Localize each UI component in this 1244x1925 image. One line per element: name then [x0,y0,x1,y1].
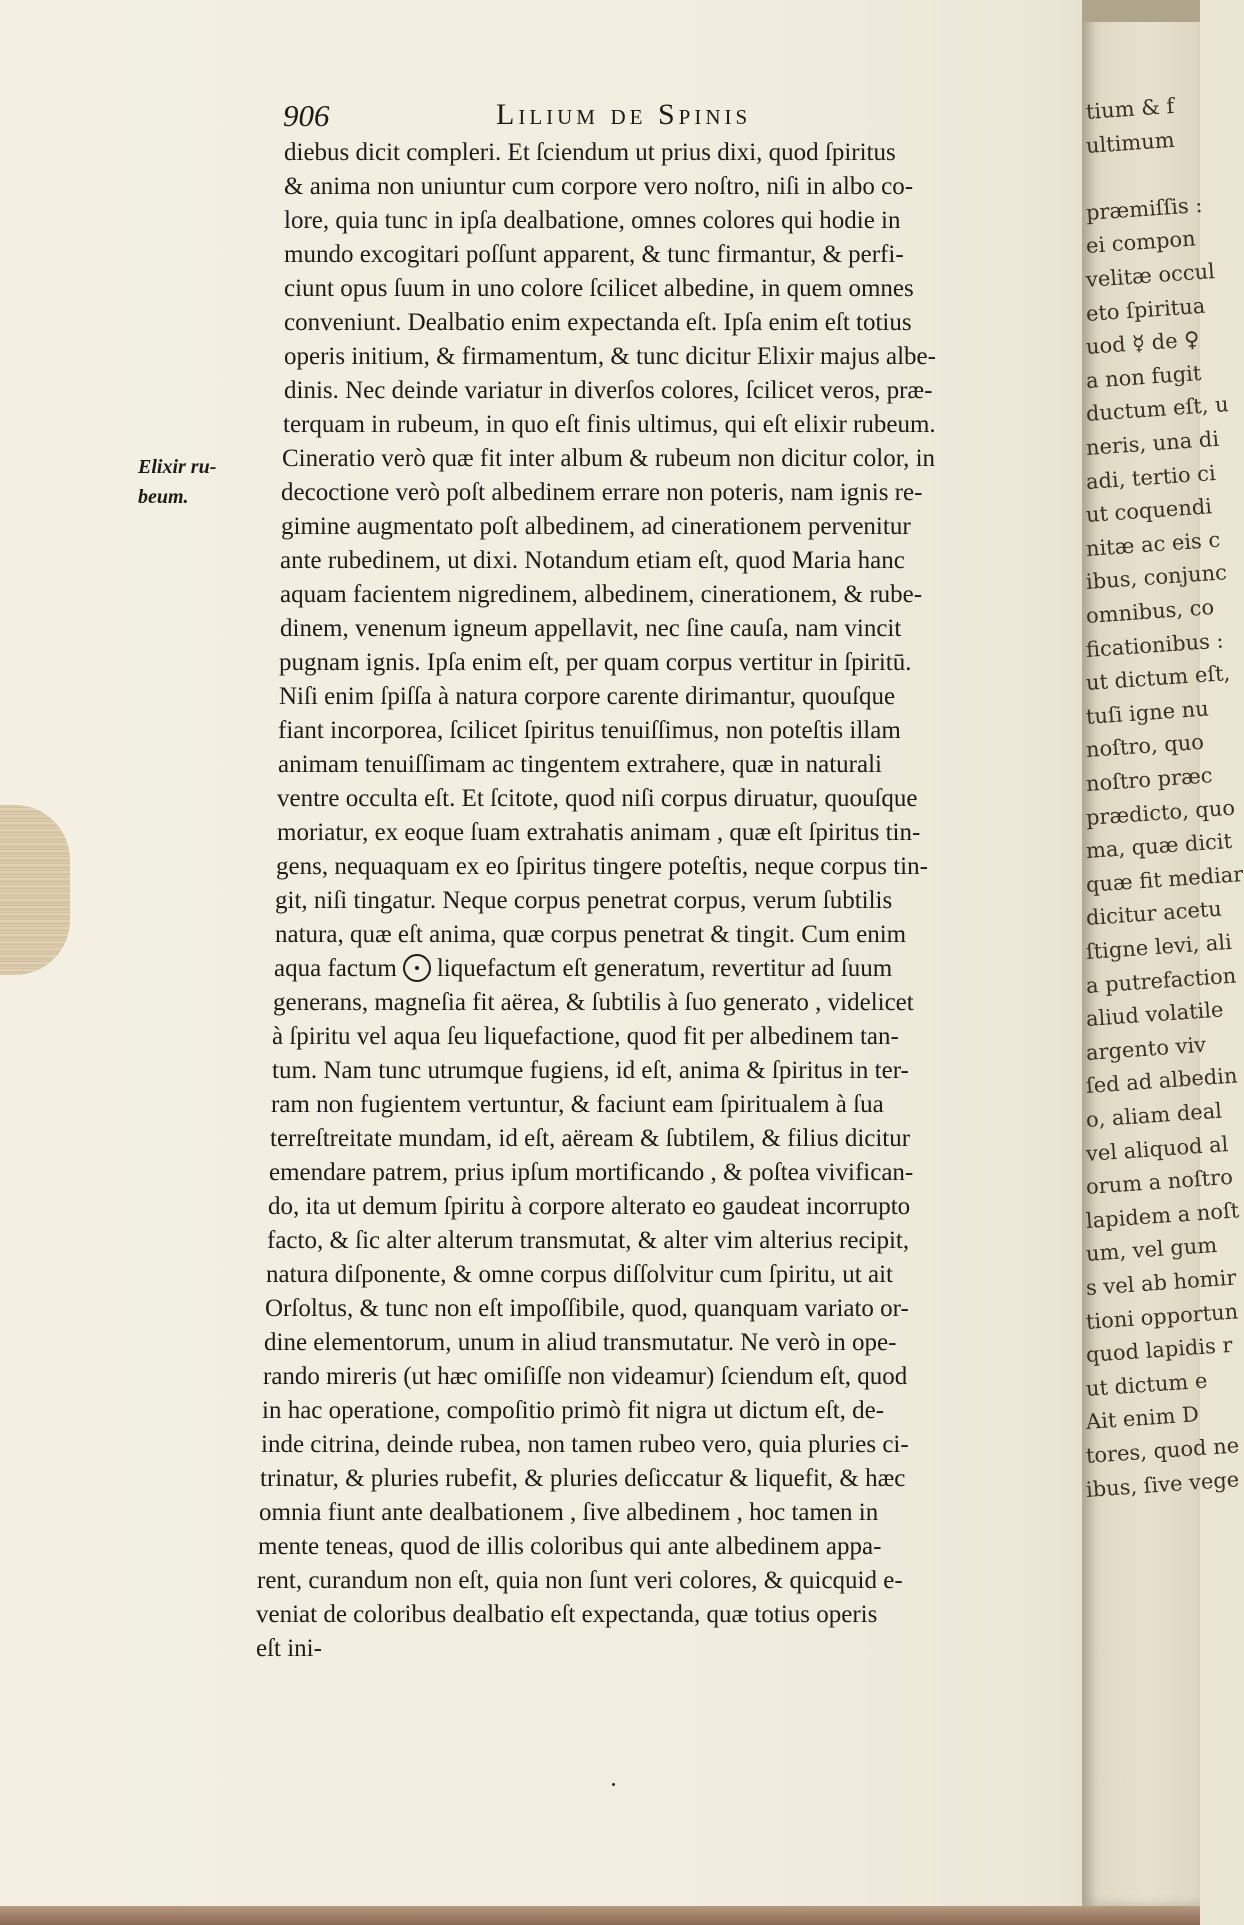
next-page-line: vel aliquod al [1085,1131,1230,1166]
next-page-line: ſtigne levi, ali [1085,929,1233,964]
next-page-line: ibus, ſive vege [1085,1466,1240,1502]
stray-ink-mark [612,1783,615,1786]
text-line: facto, & ſic alter alterum transmutat, & alter vim alterius recipit, [267,1227,910,1254]
next-page-edge [1082,0,1244,1906]
next-page-line: argento viv [1085,1032,1207,1065]
text-line: git, niſi tingatur. Neque corpus penetrat corpus, verum ſubtilis [275,887,893,914]
text-line: emendare patrem, prius ipſum mortificando , & poſtea vivifican- [269,1159,914,1186]
next-page-line: noſtro præc [1085,763,1214,796]
text-line: mente teneas, quod de illis coloribus qui ante albedinem appa- [258,1533,882,1560]
page-number: 906 [283,98,330,133]
next-page-line: noſtro, quo [1085,730,1205,763]
next-page-line: ut coquendi [1085,494,1213,528]
text-segment: aqua factum [274,955,397,982]
next-page-line: ut dictum eſt, [1085,661,1231,696]
text-line: operis initium, & firmamentum, & tunc dicitur Elixir majus albe- [284,343,936,370]
text-line: mundo excogitari poſſunt apparent, & tunc firmantur, & perfi- [284,241,904,268]
next-page-line: a putrefaction [1085,963,1237,998]
next-page-line: lapidem a noſt [1085,1198,1240,1233]
marginal-note-line-2: beum. [138,486,189,508]
text-line: lore, quia tunc in ipſa dealbatione, omnes colores qui hodie in [284,207,901,234]
next-page-line: omnibus, co [1085,595,1215,628]
next-page-line: tuſi igne nu [1085,696,1210,729]
next-page-line: aliud volatile [1085,997,1225,1032]
next-page-line: ultimum [1085,127,1176,158]
text-line: gens, nequaquam ex eo ſpiritus tingere poteſtis, neque corpus tin- [276,853,928,880]
next-page-top-edge [1082,0,1200,22]
text-line: rent, curandum non eſt, quia non ſunt veri colores, & quicquid e- [257,1567,903,1594]
next-page-line: ibus, conjunc [1085,560,1228,595]
next-page-line: tores, quod ne [1085,1433,1240,1468]
next-page-line: neris, una di [1085,426,1220,460]
next-page-line: adi, tertio ci [1085,460,1217,494]
text-line: terquam in rubeum, in quo eſt finis ultimus, qui eſt elixir rubeum. [283,411,936,438]
next-page-line: orum a noſtro [1085,1164,1234,1200]
next-page-line: a non fugit [1085,360,1203,393]
next-page-line: quæ fit mediar [1085,861,1244,897]
text-line: natura diſponente, & omne corpus diſſolvitur cum ſpiritu, ut ait [266,1261,893,1288]
text-line: pugnam ignis. Ipſa enim eſt, per quam corpus vertitur in ſpiritū. [279,649,912,676]
next-page-line: uod ☿ de ♀ [1085,327,1201,360]
next-page-line: præmiſſis : [1085,192,1204,225]
next-page-line: ei compon [1085,226,1197,259]
next-page-line: ſed ad albedin [1085,1063,1239,1099]
text-line: ciunt opus ſuum in uno colore ſcilicet albedine, in quem omnes [284,275,914,302]
running-title: Lilium de Spinis [496,98,752,131]
text-line: Orſoltus, & tunc non eſt impoſſibile, quod, quanquam variato or- [265,1295,909,1322]
brush-icon [0,805,70,975]
text-line: do, ita ut demum ſpiritu à corpore alterato eo gaudeat incorrupto [268,1193,911,1220]
text-line: Cineratio verò quæ fit inter album & rubeum non dicitur color, in [282,445,936,472]
text-line: natura, quæ eſt anima, quæ corpus penetrat & tingit. Cum enim [275,921,907,948]
text-line: animam tenuiſſimam ac tingentem extrahere, quæ in naturali [278,751,882,778]
page-bottom-edge [0,1906,1200,1925]
text-line: trinatur, & pluries rubefit, & pluries deſiccatur & liquefit, & hæc [260,1465,906,1492]
alchemical-sun-symbol-icon [403,954,431,982]
text-line: ventre occulta eſt. Et ſcitote, quod niſi corpus diruatur, quouſque [277,785,918,812]
text-segment: liquefactum eſt generatum, revertitur ad ſuum [436,955,893,982]
next-page-line: s vel ab homir [1085,1265,1238,1300]
text-line: & anima non uniuntur cum corpore vero noſtro, niſi in albo co- [284,173,914,200]
text-line: terreſtreitate mundam, id eſt, aëream & ſubtilem, & filius dicitur [270,1125,911,1152]
text-line: veniat de coloribus dealbatio eſt expectanda, quæ totius operis [256,1601,878,1628]
text-line: tum. Nam tunc utrumque fugiens, id eſt, anima & ſpiritus in ter- [272,1057,909,1084]
next-page-line: ma, quæ dicit [1085,829,1233,864]
text-line: diebus dicit compleri. Et ſciendum ut prius dixi, quod ſpiritus [284,139,896,166]
next-page-line: dicitur acetu [1085,896,1223,931]
text-line: dinis. Nec deinde variatur in diverſos colores, ſcilicet veros, præ- [284,377,933,404]
text-line: conveniunt. Dealbatio enim expectanda eſt. Ipſa enim eſt totius [284,309,912,336]
next-page-line: ductum eſt, u [1085,392,1230,427]
text-line: eſt ini- [256,1635,322,1662]
next-page-line: nitæ ac eis c [1085,527,1221,561]
text-line: fiant incorporea, ſcilicet ſpiritus tenuiſſimus, non poteſtis illam [278,717,901,744]
next-page-line: ficationibus : [1085,628,1225,662]
text-line: in hac operatione, compoſitio primò fit nigra ut dictum eſt, de- [262,1397,885,1424]
text-line: dinem, venenum igneum appellavit, nec ſine cauſa, nam vincit [280,615,902,642]
text-line: rando mireris (ut hæc omiſiſſe non videamur) ſciendum eſt, quod [263,1363,908,1390]
next-page-line: quod lapidis r [1085,1332,1234,1368]
text-line: aquam facientem nigredinem, albedinem, cinerationem, & rube- [280,581,923,608]
text-line: ram non fugientem vertuntur, & faciunt eam ſpiritualem à ſua [271,1091,884,1118]
marginal-note-line-1: Elixir ru- [138,456,217,478]
next-page-line: eto ſpiritua [1085,293,1206,326]
text-line: inde citrina, deinde rubea, non tamen rubeo vero, quia pluries ci- [261,1431,909,1458]
text-line: Niſi enim ſpiſſa à natura corpore carente dirimantur, quouſque [279,683,896,710]
next-page-line: tium & f [1085,93,1176,124]
next-page-line: velitæ occul [1085,259,1216,292]
next-page-line: Ait enim D [1085,1402,1200,1435]
text-line: dine elementorum, unum in aliud transmutatur. Ne verò in ope- [264,1329,897,1356]
text-line: à ſpiritu vel aqua ſeu liquefactione, quod fit per albedinem tan- [272,1023,899,1050]
text-line [274,954,892,984]
text-line: generans, magneſia fit aërea, & ſubtilis à ſuo generato , videlicet [273,989,914,1016]
text-line: ante rubedinem, ut dixi. Notandum etiam eſt, quod Maria hanc [280,547,905,574]
next-page-line: um, vel gum [1085,1233,1218,1267]
text-line: gimine augmentato poſt albedinem, ad cinerationem pervenitur [281,513,911,540]
next-page-line: tioni opportun [1085,1298,1239,1334]
next-page-line: prædicto, quo [1085,795,1236,830]
next-page-line: ut dictum e [1085,1368,1209,1401]
text-line: omnia fiunt ante dealbationem , ſive albedinem , hoc tamen in [259,1499,879,1526]
text-line: decoctione verò poſt albedinem errare non poteris, nam ignis re- [281,479,923,506]
text-line: moriatur, ex eoque ſuam extrahatis animam , quæ eſt ſpiritus tin- [277,819,921,846]
next-page-line: o, aliam deal [1085,1098,1223,1132]
